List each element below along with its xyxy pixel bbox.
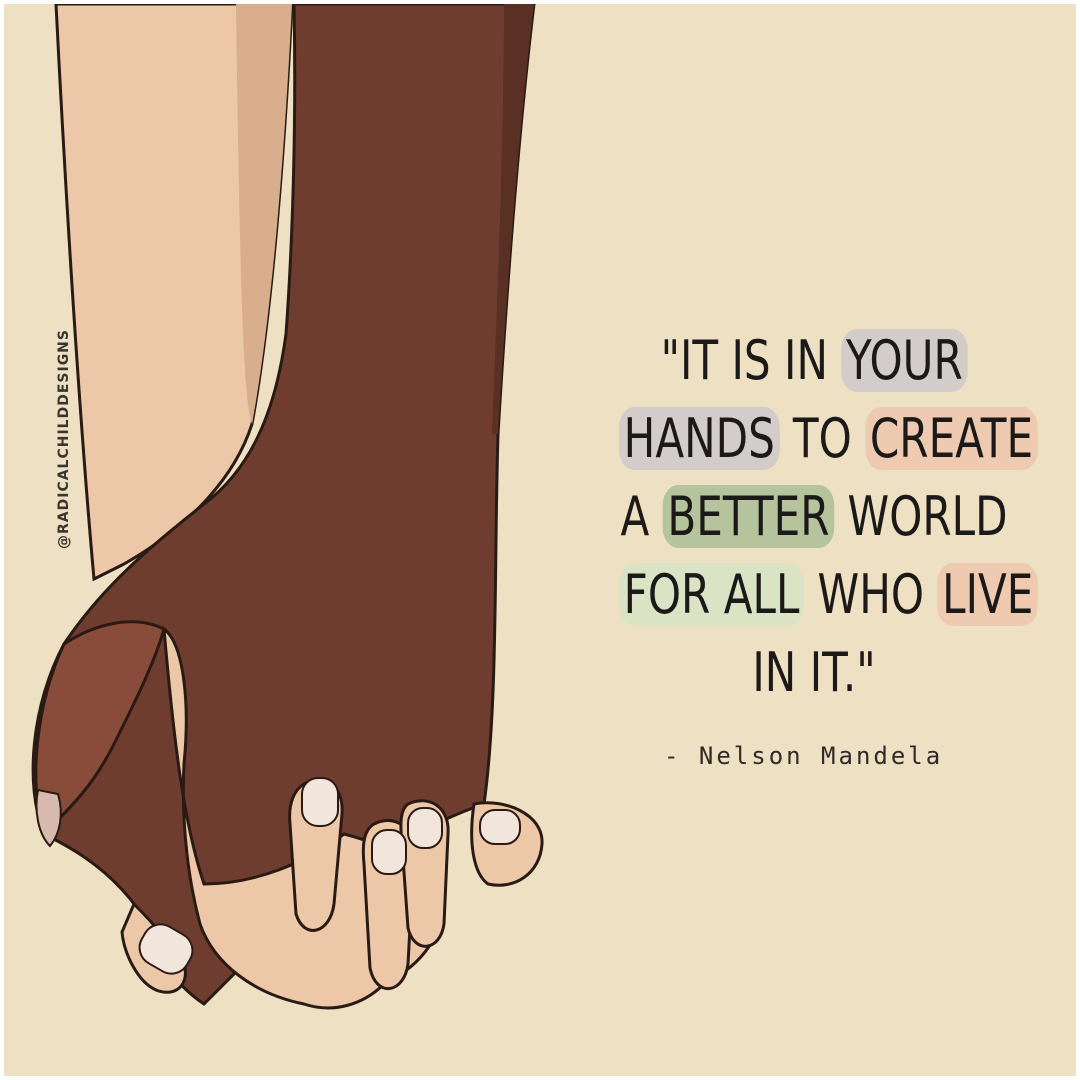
illustration-frame [4, 4, 1076, 1076]
artist-credit: @RADICALCHILDDESIGNS [56, 329, 72, 549]
highlight-your: YOUR [841, 329, 967, 392]
open-quote: " [660, 329, 680, 392]
highlight-for-all: FOR ALL [619, 563, 804, 626]
quote-author: - Nelson Mandela [664, 742, 944, 770]
quote-line-4: FOR ALL WHO LIVE [619, 556, 1009, 634]
quote-line-5: IN IT." [752, 641, 876, 704]
nail-4 [480, 810, 520, 844]
nail-1 [302, 778, 338, 826]
quote-block [619, 322, 1034, 712]
highlight-better: BETTER [663, 485, 834, 548]
close-quote: " [856, 641, 876, 704]
quote-line-3: A BETTER WORLD [620, 485, 1008, 548]
highlight-create: CREATE [865, 407, 1038, 470]
nail-3 [408, 808, 442, 848]
quote-line-1: "IT IS IN YOUR [619, 322, 1009, 400]
quote-line-2: HANDS TO CREATE [619, 400, 1009, 478]
nail-2 [372, 830, 406, 874]
highlight-hands: HANDS [619, 407, 780, 470]
highlight-live: LIVE [937, 563, 1038, 626]
